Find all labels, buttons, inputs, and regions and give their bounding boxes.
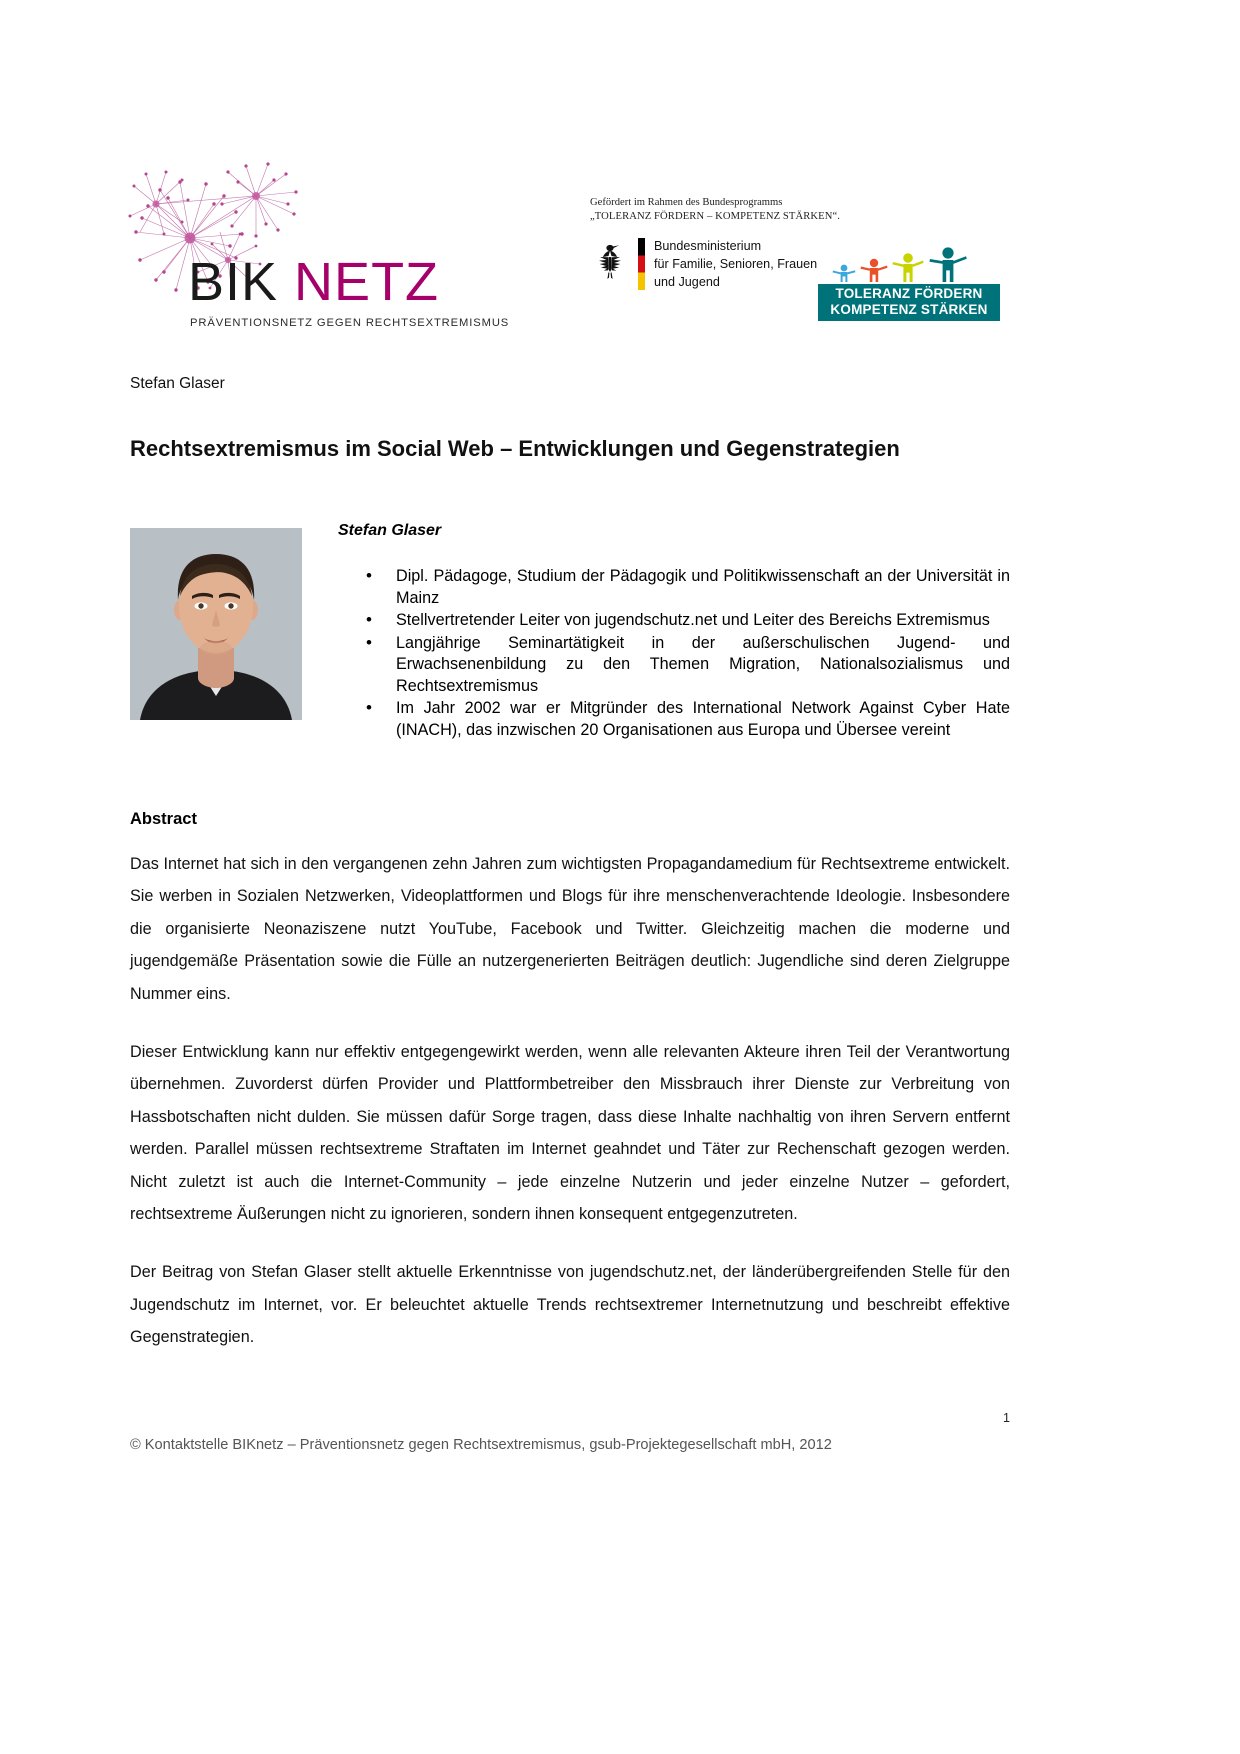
brand-bik: BIK [188,252,279,312]
abstract-paragraph: Dieser Entwicklung kann nur effektiv entgegengewirkt werden, wenn alle relevanten Akteure ihren Teil der Verantwortung übernehmen. Zuvorderst dürfen Provider und Plattformbetreiber den Missbrauch ihrer Dienste zur Verbreitung von Hassbotschaften nicht dulden. Sie müssen dafür Sorge tragen, dass diese Inhalte nachhaltig von ihren Servern entfernt werden. Parallel müssen rechtsextreme Straftaten im Internet geahndet und Täter zur Rechenschaft gezogen werden. Nicht zuletzt ist auch die Internet-Community – jede einzelne Nutzerin und jeder einzelne Nutzer – gefordert, rechtsextreme Äußerungen nicht zu ignorieren, sondern ihnen konsequent entgegenzutreten. [130,1043,1010,1224]
toleranz-line-1: TOLERANZ FÖRDERN [835,286,983,301]
page-header [128,160,1008,340]
bmfsfj-logo [590,238,817,292]
funding-line-2: „TOLERANZ FÖRDERN – KOMPETENZ STÄRKEN“. [590,211,840,223]
ministry-line-1: Bundesministerium [654,239,762,253]
avatar [130,528,302,720]
brand-netz: NETZ [278,252,440,312]
abstract-heading: Abstract [130,810,197,828]
bio-text-block [338,522,1010,742]
biknetz-wordmark [188,252,440,312]
biknetz-logo [128,160,528,335]
toleranz-line-2: KOMPETENZ STÄRKEN [830,301,988,317]
author-name: Stefan Glaser [130,375,225,392]
abstract-paragraph: Der Beitrag von Stefan Glaser stellt aktuelle Erkenntnisse von jugendschutz.net, der länderübergreifenden Stelle für den Jugendschutz im Internet, vor. Er beleuchtet aktuelle Trends rechtsextremer Internetnutzung und beschreibt effektive Gegenstrategien. [130,1263,1010,1347]
funding-line-1: Gefördert im Rahmen des Bundesprogramms [590,197,783,208]
ministry-name [654,238,817,292]
page-number: 1 [1003,1411,1010,1425]
list-item: • Stellvertretender Leiter von jugendschutz.net und Leiter des Bereichs Extremismus [366,610,1010,632]
abstract-body [130,848,1010,1354]
federal-eagle-icon [590,238,630,282]
ministry-line-3: und Jugend [654,274,720,289]
abstract-paragraph: Das Internet hat sich in den vergangenen zehn Jahren zum wichtigsten Propagandamedium für Rechtsextreme entwickelt. Sie werben in Sozialen Netzwerken, Videoplattformen und Blogs für ihre menschenverachtende Ideologie. Insbesondere die organisierte Neonaziszene nutzt YouTube, Facebook und Twitter. Gleichzeitig machen die moderne und jugendgemäße Präsentation sowie die Fülle an nutzergenerierten Beiträgen deutlich: Jugendliche sind deren Zielgruppe Nummer eins. [130,855,1010,1003]
bio-bullet-list [338,566,1010,741]
toleranz-band-text [818,284,1000,321]
funding-programme-text [590,196,1010,225]
toleranz-foerdern-logo [818,246,1004,317]
page-title: Rechtsextremismus im Social Web – Entwicklungen und Gegenstrategien [130,435,900,461]
biknetz-tagline: PRÄVENTIONSNETZ GEGEN RECHTSEXTREMISMUS [190,317,510,329]
list-item: • Dipl. Pädagoge, Studium der Pädagogik und Politikwissenschaft an der Universität in Mainz [366,566,1010,609]
footer-copyright: © Kontaktstelle BIKnetz – Präventionsnetz gegen Rechtsextremismus, gsub-Projektegesellschaft mbH, 2012 [130,1437,832,1453]
list-item: • Im Jahr 2002 war er Mitgründer des International Network Against Cyber Hate (INACH), das inzwischen 20 Organisationen aus Europa und Übersee vereint [366,698,1010,741]
german-flag-bar-icon [638,238,645,290]
bio-name: Stefan Glaser [338,522,442,539]
list-item: • Langjährige Seminartätigkeit in der außerschulischen Jugend- und Erwachsenenbildung zu den Themen Migration, Nationalsozialismus und Rechtsextremismus [366,633,1010,698]
toleranz-people-icon [820,246,1002,286]
ministry-line-2: für Familie, Senioren, Frauen [654,256,818,271]
